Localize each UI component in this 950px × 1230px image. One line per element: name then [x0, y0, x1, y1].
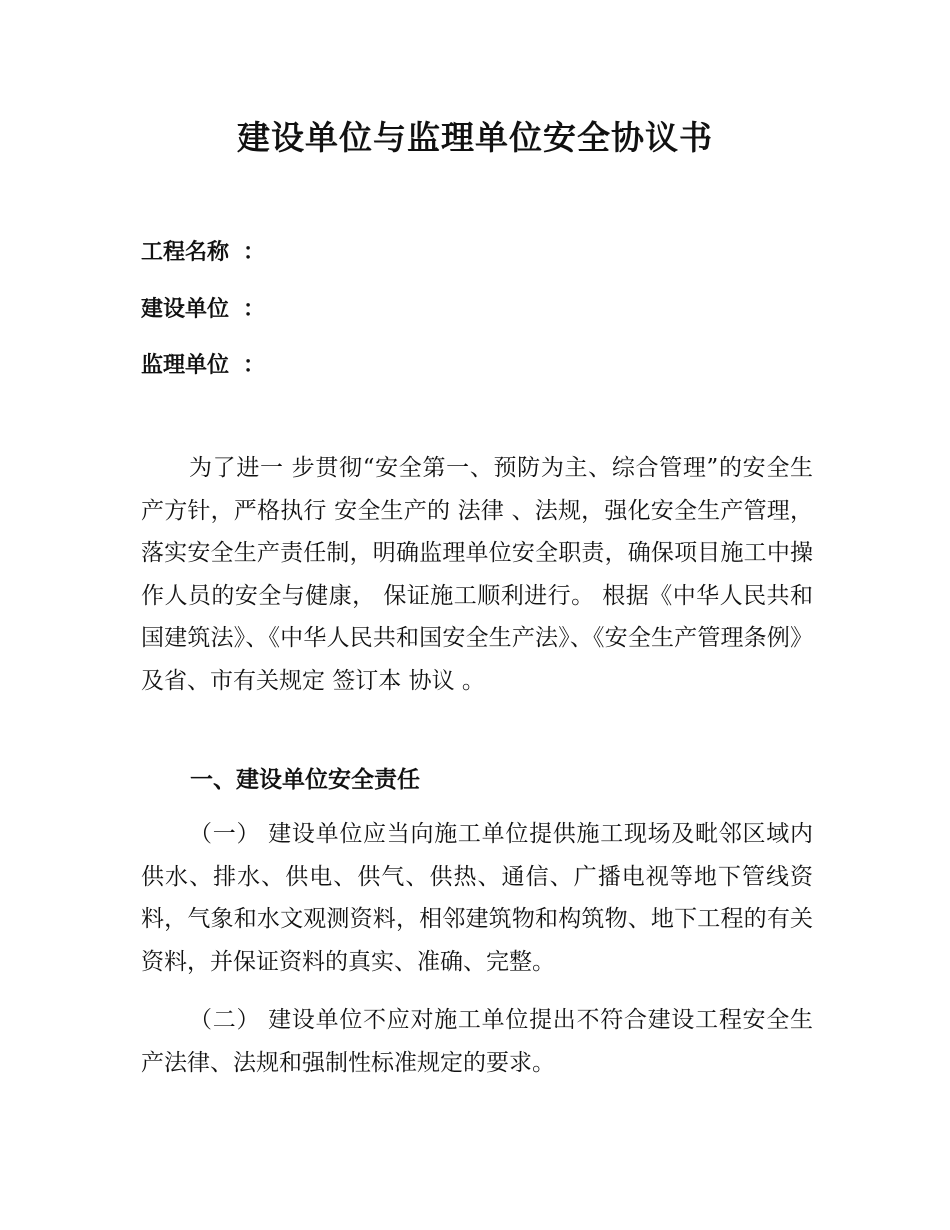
clause-paragraph: （二） 建设单位不应对施工单位提出不符合建设工程安全生产法律、法规和强制性标准规定的要求。: [141, 1007, 813, 1076]
clause-paragraph: （一） 建设单位应当向施工单位提供施工现场及毗邻区域内供水、排水、供电、供气、供热、通信、广播电视等地下管线资料，气象和水文观测资料，相邻建筑物和构筑物、地下工程的有关资料，并保证资料的真实、准确、完整。: [141, 821, 813, 975]
intro-paragraph: 为了进一 步贯彻“安全第一、预防为主、综合管理”的安全生产方针，严格执行 安全生产的 法律 、法规，强化安全生产管理，落实安全生产责任制，明确监理单位安全职责，确保项目施工中操作人员的安全与健康， 保证施工顺利进行。 根据《中华人民共和国建筑法》、《中华人民共和国安全生产法》、《安全生产管理条例》 及省、市有关规定 签订本 协议 。: [141, 455, 813, 694]
field-supervision-unit: [141, 349, 265, 381]
field-label: 工程名称: [141, 239, 230, 265]
field-colon: ：: [243, 352, 266, 378]
field-owner-unit: [141, 293, 265, 325]
section-heading: 一、建设单位安全责任: [190, 766, 420, 793]
field-label: 建设单位: [141, 296, 230, 322]
field-project-name: [141, 236, 265, 268]
field-colon: ：: [243, 296, 266, 322]
document-title: 建设单位与监理单位安全协议书: [237, 118, 713, 157]
field-label: 监理单位: [141, 352, 230, 378]
field-colon: ：: [243, 239, 266, 265]
